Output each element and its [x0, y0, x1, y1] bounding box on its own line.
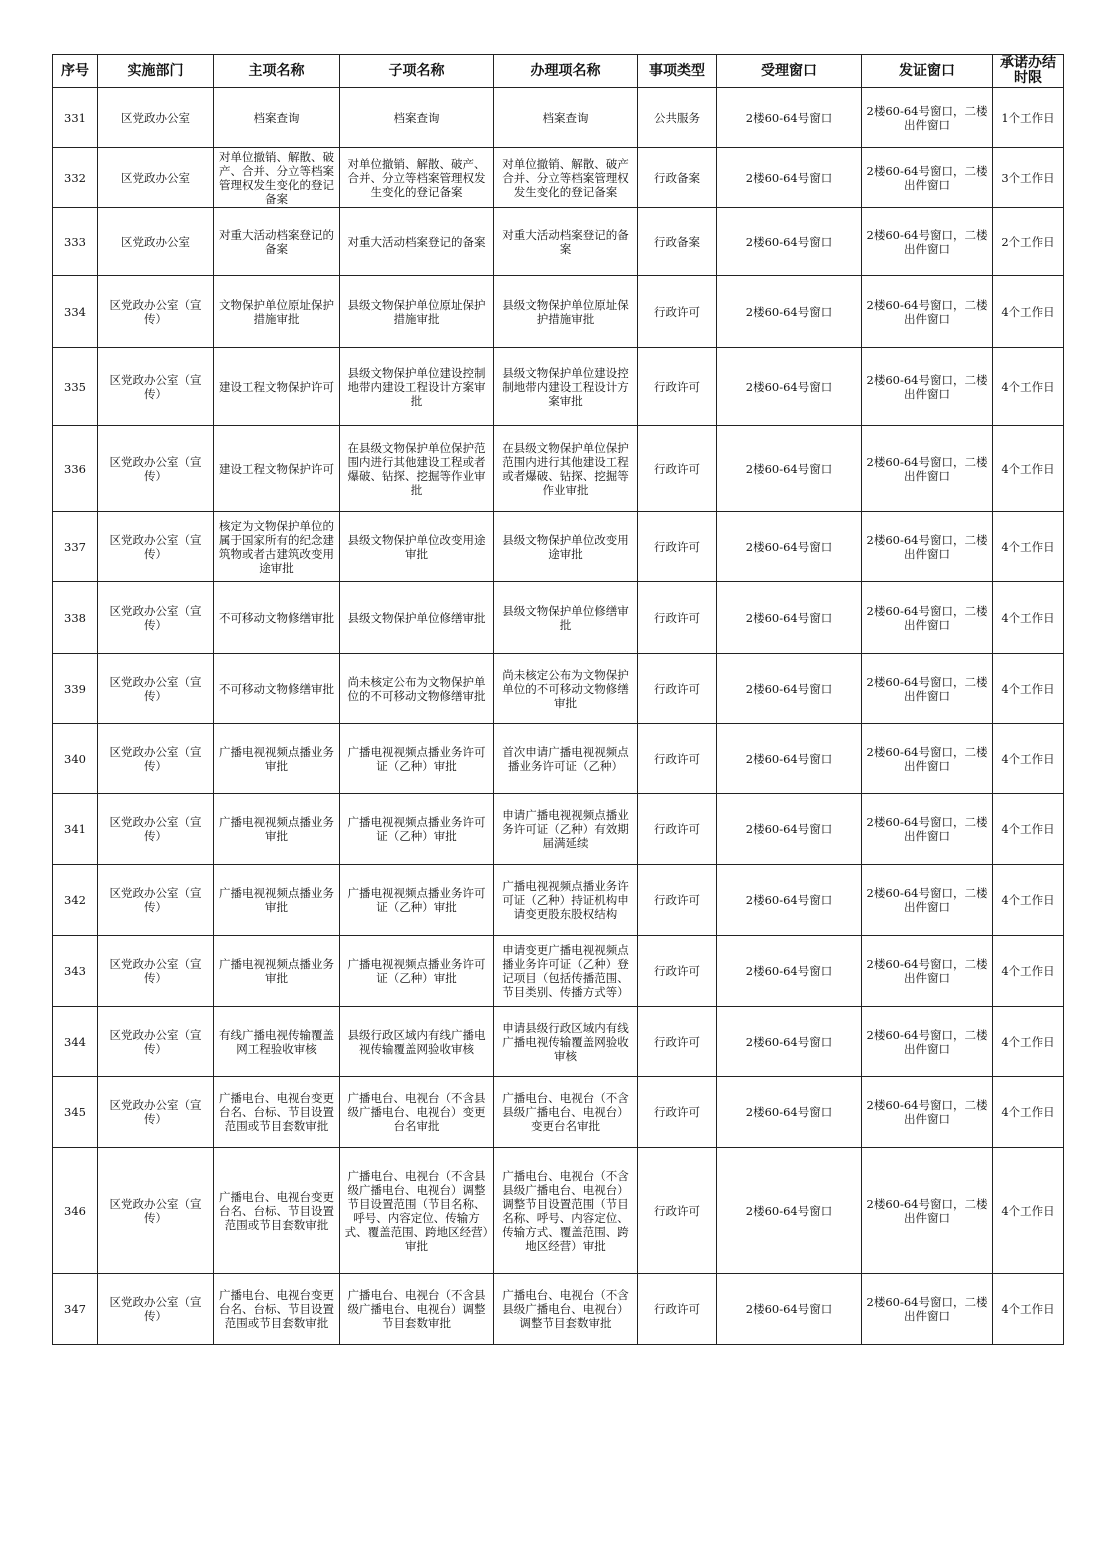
cell-time-limit: 4个工作日 [993, 426, 1064, 512]
cell-sub-item: 尚未核定公布为文物保护单位的不可移动文物修缮审批 [340, 654, 494, 724]
cell-issue-window: 2楼60-64号窗口，二楼出件窗口 [862, 1148, 993, 1274]
cell-dept: 区党政办公室（宣传） [98, 426, 214, 512]
cell-issue-window: 2楼60-64号窗口，二楼出件窗口 [862, 208, 993, 276]
cell-item-type: 行政许可 [638, 936, 717, 1007]
cell-no: 344 [53, 1007, 98, 1077]
cell-accept-window: 2楼60-64号窗口 [717, 426, 862, 512]
cell-issue-window: 2楼60-64号窗口，二楼出件窗口 [862, 148, 993, 208]
cell-sub-item: 广播电视视频点播业务许可证（乙种）审批 [340, 724, 494, 794]
table-row [53, 724, 1064, 794]
header-dept: 实施部门 [98, 55, 214, 88]
header-handling-item: 办理项名称 [494, 55, 638, 88]
cell-no: 335 [53, 348, 98, 426]
cell-sub-item: 在县级文物保护单位保护范围内进行其他建设工程或者爆破、钻探、挖掘等作业审批 [340, 426, 494, 512]
cell-main-item: 广播电视视频点播业务审批 [214, 865, 340, 936]
cell-handling-item: 县级文物保护单位建设控制地带内建设工程设计方案审批 [494, 348, 638, 426]
table-row [53, 1274, 1064, 1345]
cell-item-type: 行政许可 [638, 1274, 717, 1345]
cell-dept: 区党政办公室（宣传） [98, 654, 214, 724]
table-row [53, 936, 1064, 1007]
cell-no: 332 [53, 148, 98, 208]
cell-issue-window: 2楼60-64号窗口，二楼出件窗口 [862, 1274, 993, 1345]
cell-time-limit: 4个工作日 [993, 1148, 1064, 1274]
cell-item-type: 行政备案 [638, 208, 717, 276]
cell-dept: 区党政办公室（宣传） [98, 512, 214, 582]
header-issue-window: 发证窗口 [862, 55, 993, 88]
cell-sub-item: 对重大活动档案登记的备案 [340, 208, 494, 276]
cell-time-limit: 4个工作日 [993, 1077, 1064, 1148]
cell-main-item: 档案查询 [214, 88, 340, 148]
cell-sub-item: 档案查询 [340, 88, 494, 148]
cell-dept: 区党政办公室（宣传） [98, 1274, 214, 1345]
cell-accept-window: 2楼60-64号窗口 [717, 724, 862, 794]
cell-issue-window: 2楼60-64号窗口，二楼出件窗口 [862, 512, 993, 582]
cell-handling-item: 对重大活动档案登记的备案 [494, 208, 638, 276]
cell-main-item: 建设工程文物保护许可 [214, 348, 340, 426]
cell-main-item: 建设工程文物保护许可 [214, 426, 340, 512]
cell-handling-item: 申请广播电视视频点播业务许可证（乙种）有效期届满延续 [494, 794, 638, 865]
cell-handling-item: 广播电台、电视台（不含县级广播电台、电视台）变更台名审批 [494, 1077, 638, 1148]
cell-item-type: 行政许可 [638, 1077, 717, 1148]
table-row [53, 654, 1064, 724]
cell-item-type: 行政许可 [638, 724, 717, 794]
cell-handling-item: 申请县级行政区域内有线广播电视传输覆盖网验收审核 [494, 1007, 638, 1077]
cell-sub-item: 广播电台、电视台（不含县级广播电台、电视台）调整节目设置范围（节目名称、呼号、内容定位、传输方式、覆盖范围、跨地区经营）审批 [340, 1148, 494, 1274]
cell-dept: 区党政办公室（宣传） [98, 348, 214, 426]
header-time-limit: 承诺办结时限 [993, 55, 1064, 88]
cell-issue-window: 2楼60-64号窗口，二楼出件窗口 [862, 794, 993, 865]
cell-item-type: 行政许可 [638, 654, 717, 724]
cell-accept-window: 2楼60-64号窗口 [717, 276, 862, 348]
cell-item-type: 行政备案 [638, 148, 717, 208]
cell-item-type: 行政许可 [638, 1007, 717, 1077]
table-row [53, 582, 1064, 654]
cell-main-item: 文物保护单位原址保护措施审批 [214, 276, 340, 348]
cell-handling-item: 广播电视视频点播业务许可证（乙种）持证机构申请变更股东股权结构 [494, 865, 638, 936]
cell-handling-item: 广播电台、电视台（不含县级广播电台、电视台）调整节目套数审批 [494, 1274, 638, 1345]
cell-sub-item: 广播电台、电视台（不含县级广播电台、电视台）变更台名审批 [340, 1077, 494, 1148]
cell-dept: 区党政办公室（宣传） [98, 1148, 214, 1274]
cell-issue-window: 2楼60-64号窗口，二楼出件窗口 [862, 936, 993, 1007]
table-row [53, 208, 1064, 276]
cell-no: 336 [53, 426, 98, 512]
cell-sub-item: 县级文物保护单位修缮审批 [340, 582, 494, 654]
table-row [53, 1148, 1064, 1274]
cell-dept: 区党政办公室（宣传） [98, 794, 214, 865]
cell-main-item: 广播电视视频点播业务审批 [214, 936, 340, 1007]
cell-handling-item: 广播电台、电视台（不含县级广播电台、电视台）调整节目设置范围（节目名称、呼号、内容定位、传输方式、覆盖范围、跨地区经营）审批 [494, 1148, 638, 1274]
cell-item-type: 行政许可 [638, 276, 717, 348]
cell-no: 347 [53, 1274, 98, 1345]
cell-item-type: 行政许可 [638, 512, 717, 582]
table-row [53, 88, 1064, 148]
cell-handling-item: 县级文物保护单位修缮审批 [494, 582, 638, 654]
cell-issue-window: 2楼60-64号窗口，二楼出件窗口 [862, 348, 993, 426]
cell-accept-window: 2楼60-64号窗口 [717, 794, 862, 865]
cell-handling-item: 首次申请广播电视视频点播业务许可证（乙种） [494, 724, 638, 794]
cell-accept-window: 2楼60-64号窗口 [717, 1148, 862, 1274]
cell-item-type: 行政许可 [638, 1148, 717, 1274]
cell-issue-window: 2楼60-64号窗口，二楼出件窗口 [862, 276, 993, 348]
header-main-item: 主项名称 [214, 55, 340, 88]
cell-main-item: 广播电台、电视台变更台名、台标、节目设置范围或节目套数审批 [214, 1077, 340, 1148]
header-sub-item: 子项名称 [340, 55, 494, 88]
cell-dept: 区党政办公室（宣传） [98, 276, 214, 348]
cell-time-limit: 4个工作日 [993, 865, 1064, 936]
cell-accept-window: 2楼60-64号窗口 [717, 1274, 862, 1345]
cell-accept-window: 2楼60-64号窗口 [717, 865, 862, 936]
cell-item-type: 公共服务 [638, 88, 717, 148]
cell-issue-window: 2楼60-64号窗口，二楼出件窗口 [862, 88, 993, 148]
cell-main-item: 有线广播电视传输覆盖网工程验收审核 [214, 1007, 340, 1077]
cell-dept: 区党政办公室（宣传） [98, 936, 214, 1007]
cell-item-type: 行政许可 [638, 865, 717, 936]
table-body [53, 88, 1064, 1345]
cell-handling-item: 档案查询 [494, 88, 638, 148]
cell-dept: 区党政办公室（宣传） [98, 724, 214, 794]
cell-issue-window: 2楼60-64号窗口，二楼出件窗口 [862, 582, 993, 654]
cell-issue-window: 2楼60-64号窗口，二楼出件窗口 [862, 426, 993, 512]
cell-dept: 区党政办公室（宣传） [98, 865, 214, 936]
cell-accept-window: 2楼60-64号窗口 [717, 88, 862, 148]
cell-no: 334 [53, 276, 98, 348]
cell-dept: 区党政办公室 [98, 88, 214, 148]
cell-time-limit: 2个工作日 [993, 208, 1064, 276]
table-row [53, 512, 1064, 582]
cell-time-limit: 4个工作日 [993, 794, 1064, 865]
cell-item-type: 行政许可 [638, 348, 717, 426]
cell-accept-window: 2楼60-64号窗口 [717, 208, 862, 276]
cell-issue-window: 2楼60-64号窗口，二楼出件窗口 [862, 724, 993, 794]
cell-time-limit: 3个工作日 [993, 148, 1064, 208]
cell-dept: 区党政办公室（宣传） [98, 582, 214, 654]
cell-time-limit: 4个工作日 [993, 348, 1064, 426]
cell-no: 340 [53, 724, 98, 794]
cell-no: 343 [53, 936, 98, 1007]
cell-time-limit: 4个工作日 [993, 582, 1064, 654]
cell-no: 339 [53, 654, 98, 724]
cell-main-item: 对单位撤销、解散、破产、合并、分立等档案管理权发生变化的登记备案 [214, 148, 340, 208]
table-row [53, 865, 1064, 936]
cell-accept-window: 2楼60-64号窗口 [717, 1077, 862, 1148]
cell-time-limit: 4个工作日 [993, 1007, 1064, 1077]
cell-time-limit: 4个工作日 [993, 1274, 1064, 1345]
cell-sub-item: 对单位撤销、解散、破产、合并、分立等档案管理权发生变化的登记备案 [340, 148, 494, 208]
cell-handling-item: 在县级文物保护单位保护范围内进行其他建设工程或者爆破、钻探、挖掘等作业审批 [494, 426, 638, 512]
cell-no: 338 [53, 582, 98, 654]
cell-accept-window: 2楼60-64号窗口 [717, 512, 862, 582]
cell-time-limit: 4个工作日 [993, 724, 1064, 794]
cell-time-limit: 4个工作日 [993, 512, 1064, 582]
cell-no: 331 [53, 88, 98, 148]
cell-accept-window: 2楼60-64号窗口 [717, 1007, 862, 1077]
cell-accept-window: 2楼60-64号窗口 [717, 348, 862, 426]
cell-accept-window: 2楼60-64号窗口 [717, 148, 862, 208]
service-items-table [52, 54, 1064, 1345]
cell-handling-item: 县级文物保护单位原址保护措施审批 [494, 276, 638, 348]
cell-sub-item: 县级文物保护单位建设控制地带内建设工程设计方案审批 [340, 348, 494, 426]
cell-issue-window: 2楼60-64号窗口，二楼出件窗口 [862, 1007, 993, 1077]
cell-time-limit: 4个工作日 [993, 654, 1064, 724]
cell-sub-item: 县级文物保护单位原址保护措施审批 [340, 276, 494, 348]
table-row [53, 148, 1064, 208]
header-accept-window: 受理窗口 [717, 55, 862, 88]
cell-sub-item: 广播电视视频点播业务许可证（乙种）审批 [340, 936, 494, 1007]
table-row [53, 348, 1064, 426]
cell-main-item: 广播电台、电视台变更台名、台标、节目设置范围或节目套数审批 [214, 1148, 340, 1274]
cell-accept-window: 2楼60-64号窗口 [717, 936, 862, 1007]
cell-time-limit: 4个工作日 [993, 276, 1064, 348]
cell-handling-item: 对单位撤销、解散、破产合并、分立等档案管理权发生变化的登记备案 [494, 148, 638, 208]
cell-dept: 区党政办公室（宣传） [98, 1007, 214, 1077]
table-row [53, 426, 1064, 512]
cell-accept-window: 2楼60-64号窗口 [717, 654, 862, 724]
header-item-type: 事项类型 [638, 55, 717, 88]
cell-sub-item: 县级文物保护单位改变用途审批 [340, 512, 494, 582]
cell-sub-item: 广播电视视频点播业务许可证（乙种）审批 [340, 794, 494, 865]
cell-sub-item: 广播电台、电视台（不含县级广播电台、电视台）调整节目套数审批 [340, 1274, 494, 1345]
cell-item-type: 行政许可 [638, 426, 717, 512]
table-row [53, 794, 1064, 865]
cell-no: 337 [53, 512, 98, 582]
table-row [53, 276, 1064, 348]
cell-dept: 区党政办公室 [98, 208, 214, 276]
cell-main-item: 广播电台、电视台变更台名、台标、节目设置范围或节目套数审批 [214, 1274, 340, 1345]
cell-dept: 区党政办公室 [98, 148, 214, 208]
cell-issue-window: 2楼60-64号窗口，二楼出件窗口 [862, 865, 993, 936]
cell-no: 333 [53, 208, 98, 276]
header-no: 序号 [53, 55, 98, 88]
cell-no: 342 [53, 865, 98, 936]
cell-main-item: 不可移动文物修缮审批 [214, 582, 340, 654]
header-row [53, 55, 1064, 88]
cell-no: 341 [53, 794, 98, 865]
cell-time-limit: 4个工作日 [993, 936, 1064, 1007]
cell-main-item: 广播电视视频点播业务审批 [214, 724, 340, 794]
cell-issue-window: 2楼60-64号窗口，二楼出件窗口 [862, 654, 993, 724]
cell-no: 345 [53, 1077, 98, 1148]
cell-accept-window: 2楼60-64号窗口 [717, 582, 862, 654]
cell-item-type: 行政许可 [638, 794, 717, 865]
cell-sub-item: 县级行政区域内有线广播电视传输覆盖网验收审核 [340, 1007, 494, 1077]
cell-dept: 区党政办公室（宣传） [98, 1077, 214, 1148]
cell-no: 346 [53, 1148, 98, 1274]
cell-handling-item: 县级文物保护单位改变用途审批 [494, 512, 638, 582]
table-row [53, 1077, 1064, 1148]
cell-handling-item: 申请变更广播电视视频点播业务许可证（乙种）登记项目（包括传播范围、节目类别、传播方式等） [494, 936, 638, 1007]
cell-item-type: 行政许可 [638, 582, 717, 654]
cell-main-item: 广播电视视频点播业务审批 [214, 794, 340, 865]
cell-issue-window: 2楼60-64号窗口，二楼出件窗口 [862, 1077, 993, 1148]
cell-main-item: 不可移动文物修缮审批 [214, 654, 340, 724]
table-row [53, 1007, 1064, 1077]
cell-time-limit: 1个工作日 [993, 88, 1064, 148]
cell-sub-item: 广播电视视频点播业务许可证（乙种）审批 [340, 865, 494, 936]
cell-main-item: 核定为文物保护单位的属于国家所有的纪念建筑物或者古建筑改变用途审批 [214, 512, 340, 582]
cell-main-item: 对重大活动档案登记的备案 [214, 208, 340, 276]
cell-handling-item: 尚未核定公布为文物保护单位的不可移动文物修缮审批 [494, 654, 638, 724]
